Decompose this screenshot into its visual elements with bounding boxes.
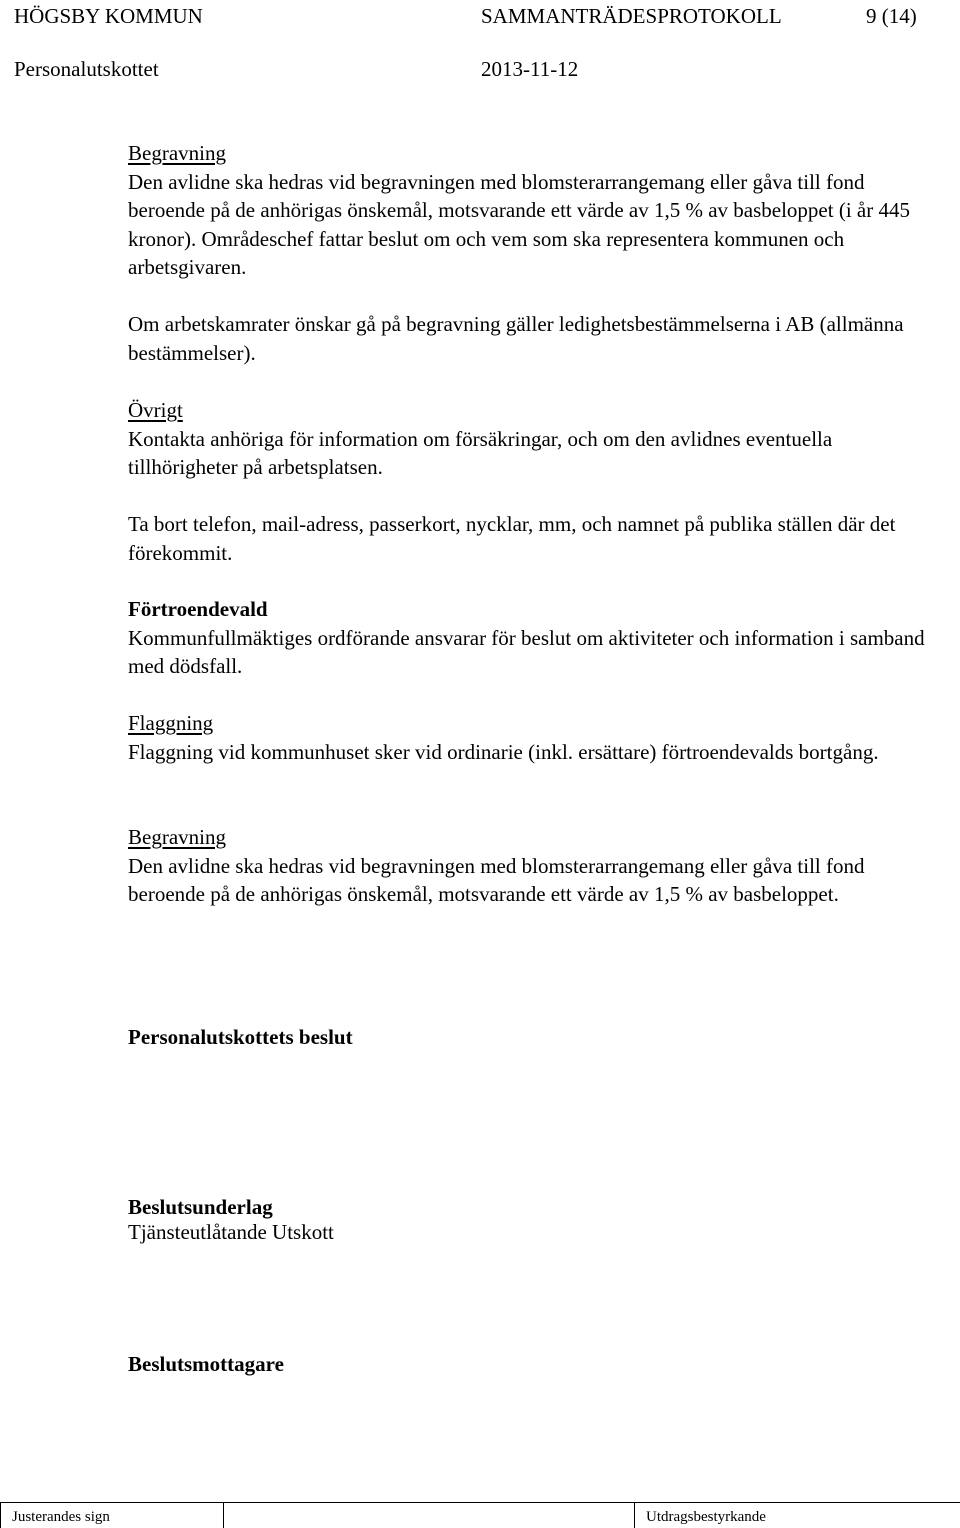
section-text-begravning: Den avlidne ska hedras vid begravningen med blomsterarrangemang eller gåva till fond beroende på de anhörigas önskemål, motsvarande ett värde av 1,5 % av basbeloppet (i år 445 kronor). Områdeschef fattar beslut om och vem som ska representera kommunen och arbetsgivaren. [128,169,910,280]
section-begravning-fortroendevald [128,823,928,909]
paragraph-text-arbetskamrater: Om arbetskamrater önskar gå på begravning gäller ledighetsbestämmelserna i AB (allmänna bestämmelser). [128,312,904,365]
recipients-heading: Beslutsmottagare [128,1352,284,1376]
paragraph-text-ta-bort: Ta bort telefon, mail-adress, passerkort, nycklar, mm, och namnet på publika ställen där det förekommit. [128,512,896,565]
section-title-flaggning: Flaggning [128,711,214,735]
section-text-ovrigt: Kontakta anhöriga för information om försäkringar, och om den avlidnes eventuella tillhörigheter på arbetsplatsen. [128,426,833,480]
section-ovrigt [128,396,928,482]
paragraph-arbetskamrater [128,310,928,367]
basis-text: Tjänsteutlåtande Utskott [128,1220,334,1244]
page-number: 9 (14) [866,4,917,28]
signature-footer [0,1502,960,1528]
section-text-begravning-fortroendevald: Den avlidne ska hedras vid begravningen med blomsterarrangemang eller gåva till fond beroende på de anhörigas önskemål, motsvarande ett värde av 1,5 % av basbeloppet. [128,853,865,907]
section-title-begravning: Begravning [128,141,226,165]
document-type: SAMMANTRÄDESPROTOKOLL [481,4,782,28]
section-flaggning [128,709,928,766]
paragraph-ta-bort [128,510,928,567]
section-fortroendevald [128,595,928,681]
section-title-begravning-fortroendevald: Begravning [128,825,226,849]
section-begravning [128,139,928,282]
footer-divider-middle-1 [223,1503,224,1528]
section-text-fortroendevald: Kommunfullmäktiges ordförande ansvarar för beslut om aktiviteter och information i samband med dödsfall. [128,625,925,679]
footer-sign-label: Justerandes sign [12,1509,110,1525]
footer-divider-left [0,1503,1,1528]
section-title-ovrigt: Övrigt [128,398,183,422]
section-title-fortroendevald: Förtroendevald [128,597,268,621]
decision-heading: Personalutskottets beslut [128,1025,353,1049]
section-text-flaggning: Flaggning vid kommunhuset sker vid ordinarie (inkl. ersättare) förtroendevalds bortgång. [128,739,879,764]
municipality-name: HÖGSBY KOMMUN [14,4,203,28]
basis-heading: Beslutsunderlag [128,1195,273,1219]
committee-name: Personalutskottet [14,57,159,81]
footer-extract-label: Utdragsbestyrkande [646,1509,766,1525]
footer-divider-middle-2 [634,1503,635,1528]
meeting-date: 2013-11-12 [481,57,579,81]
